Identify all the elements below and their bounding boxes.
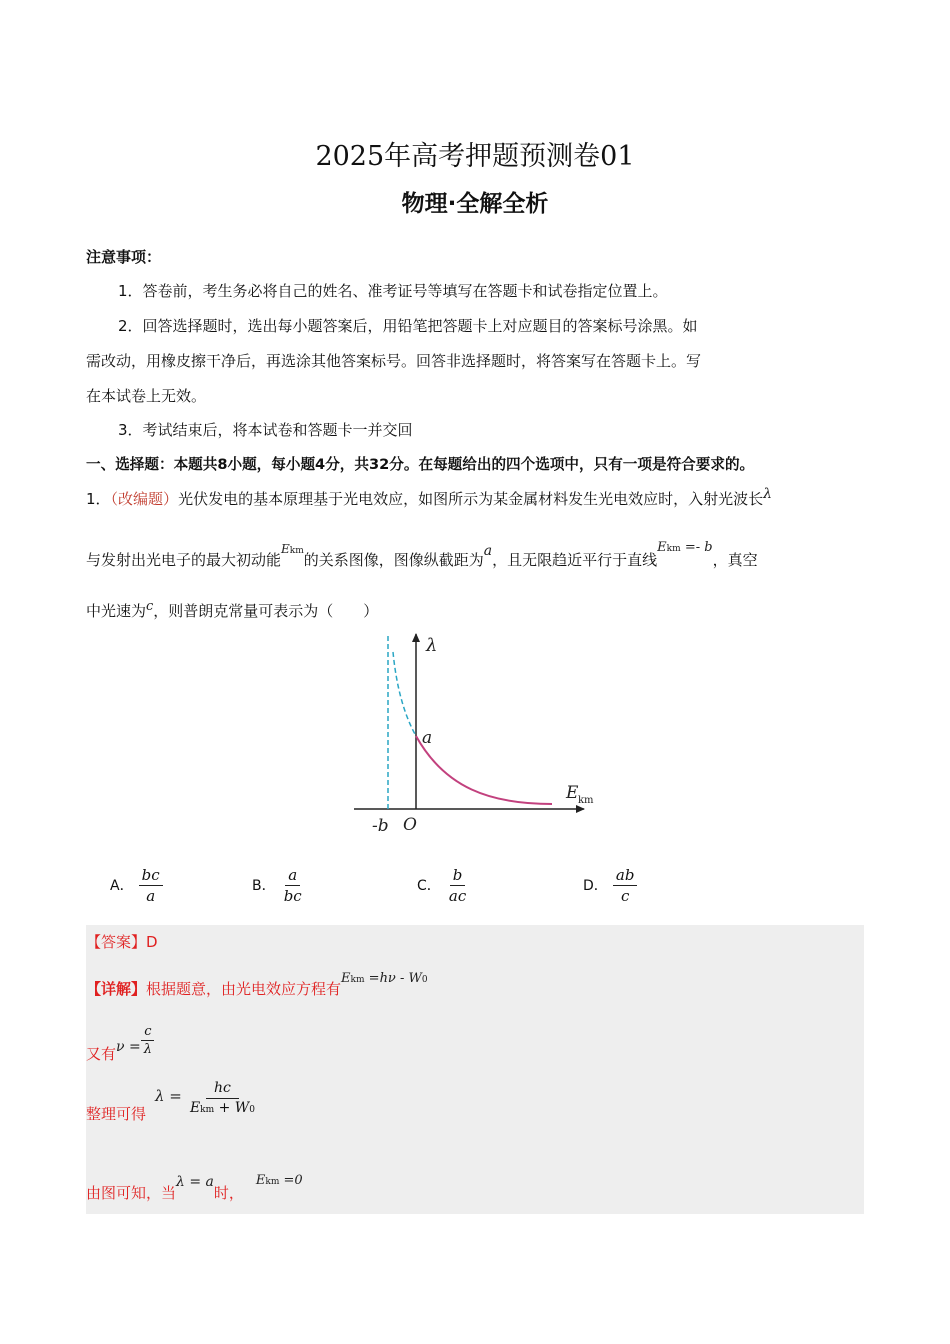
question-number: 1． bbox=[86, 490, 111, 508]
lambda-equals-a: λ = a bbox=[176, 1174, 214, 1190]
curve-solid-segment bbox=[416, 736, 552, 804]
question-1-line-1 bbox=[86, 488, 772, 509]
c-symbol: c bbox=[146, 599, 154, 614]
lambda-symbol: λ bbox=[763, 486, 772, 502]
solution-text: 整理可得 bbox=[86, 1105, 147, 1123]
option-fraction: $\frac{bc}{a}$ bbox=[139, 866, 163, 905]
notice-item-2-line-3: 在本试卷上无效。 bbox=[86, 387, 207, 405]
option-letter: B． bbox=[252, 878, 276, 894]
option-letter: C． bbox=[417, 878, 441, 894]
curve-dashed-segment bbox=[393, 652, 416, 736]
ekm-symbol: Ekm bbox=[281, 542, 304, 556]
notice-item-3: 3．考试结束后，将本试卷和答题卡一并交回 bbox=[118, 421, 413, 439]
question-1-line-3 bbox=[86, 600, 378, 621]
question-text: 光伏发电的基本原理基于光电效应，如图所示为某金属材料发生光电效应时，入射光波长 bbox=[178, 490, 764, 508]
wavelength-equation: λ = $\frac{hc}{\text{Ekm + W0}}$ bbox=[155, 1080, 255, 1116]
notice-item-2-line-2: 需改动，用橡皮擦干净后，再选涂其他答案标号。回答非选择题时，将答案写在答题卡上。写 bbox=[86, 352, 702, 370]
question-text: 与发射出光电子的最大初动能 bbox=[86, 551, 282, 569]
option-fraction: $\frac{ab}{c}$ bbox=[613, 866, 638, 905]
lambda-vs-ekm-graph bbox=[340, 628, 610, 838]
question-text: 的关系图像，图像纵截距为 bbox=[303, 551, 484, 569]
ekm-equals-zero: Ekm =0 bbox=[255, 1173, 303, 1188]
answer-label: 【答案】D bbox=[86, 933, 158, 951]
solution-text: 又有 bbox=[86, 1045, 117, 1063]
question-text: ，真空 bbox=[712, 551, 758, 569]
section-heading: 一、选择题：本题共8小题，每小题4分，共32分。在每题给出的四个选项中，只有一项是符合要求的。 bbox=[86, 456, 755, 473]
solution-line-3 bbox=[86, 1083, 147, 1123]
question-text: 中光速为 bbox=[86, 602, 147, 620]
intercept-label: a bbox=[422, 728, 433, 748]
x-axis-label: E bbox=[566, 783, 579, 803]
option-b[interactable] bbox=[252, 866, 305, 905]
origin-label: O bbox=[403, 815, 417, 835]
question-text: ，则普朗克常量可表示为（ ） bbox=[153, 602, 379, 620]
equals-sign: = bbox=[124, 1039, 141, 1055]
asymptote-equation: Ekm =- b bbox=[657, 540, 713, 555]
nu-symbol: ν bbox=[116, 1039, 125, 1055]
option-d[interactable] bbox=[583, 866, 637, 905]
question-1-line-2 bbox=[86, 540, 758, 570]
document-title: 2025年高考押题预测卷01 bbox=[315, 141, 635, 172]
c-over-lambda: $\frac{c}{\lambda}$ bbox=[141, 1024, 155, 1057]
solution-text: 时， bbox=[213, 1184, 244, 1202]
notice-item-2-line-1: 2．回答选择题时，选出每小题答案后，用铅笔把答题卡上对应题目的答案标号涂黑。如 bbox=[118, 317, 698, 335]
neg-b-label: -b bbox=[372, 816, 389, 836]
question-tag: （改编题） bbox=[110, 490, 179, 508]
photoelectric-equation: Ekm =hν - W0 bbox=[341, 971, 428, 986]
detail-label: 【详解】 bbox=[86, 980, 147, 998]
y-axis-label: λ bbox=[426, 635, 438, 656]
x-axis-label-sub: km bbox=[578, 795, 594, 806]
option-fraction: $\frac{b}{ac}$ bbox=[448, 866, 467, 905]
option-a[interactable] bbox=[110, 866, 163, 905]
notice-heading: 注意事项： bbox=[86, 248, 162, 266]
option-c[interactable] bbox=[417, 866, 469, 905]
option-fraction: $\frac{a}{bc}$ bbox=[283, 866, 302, 905]
solution-line-1 bbox=[86, 971, 428, 999]
solution-line-4 bbox=[86, 1168, 303, 1202]
solution-text: 根据题意，由光电效应方程有 bbox=[146, 980, 342, 998]
question-text: ，且无限趋近平行于直线 bbox=[492, 551, 658, 569]
option-letter: A． bbox=[110, 878, 134, 894]
notice-item-1: 1．答卷前，考生务必将自己的姓名、准考证号等填写在答题卡和试卷指定位置上。 bbox=[118, 282, 668, 300]
solution-line-2 bbox=[86, 1024, 155, 1063]
document-subtitle: 物理·全解全析 bbox=[401, 191, 549, 217]
solution-text: 由图可知，当 bbox=[86, 1184, 177, 1202]
a-symbol: a bbox=[483, 543, 493, 559]
option-letter: D． bbox=[583, 878, 608, 894]
